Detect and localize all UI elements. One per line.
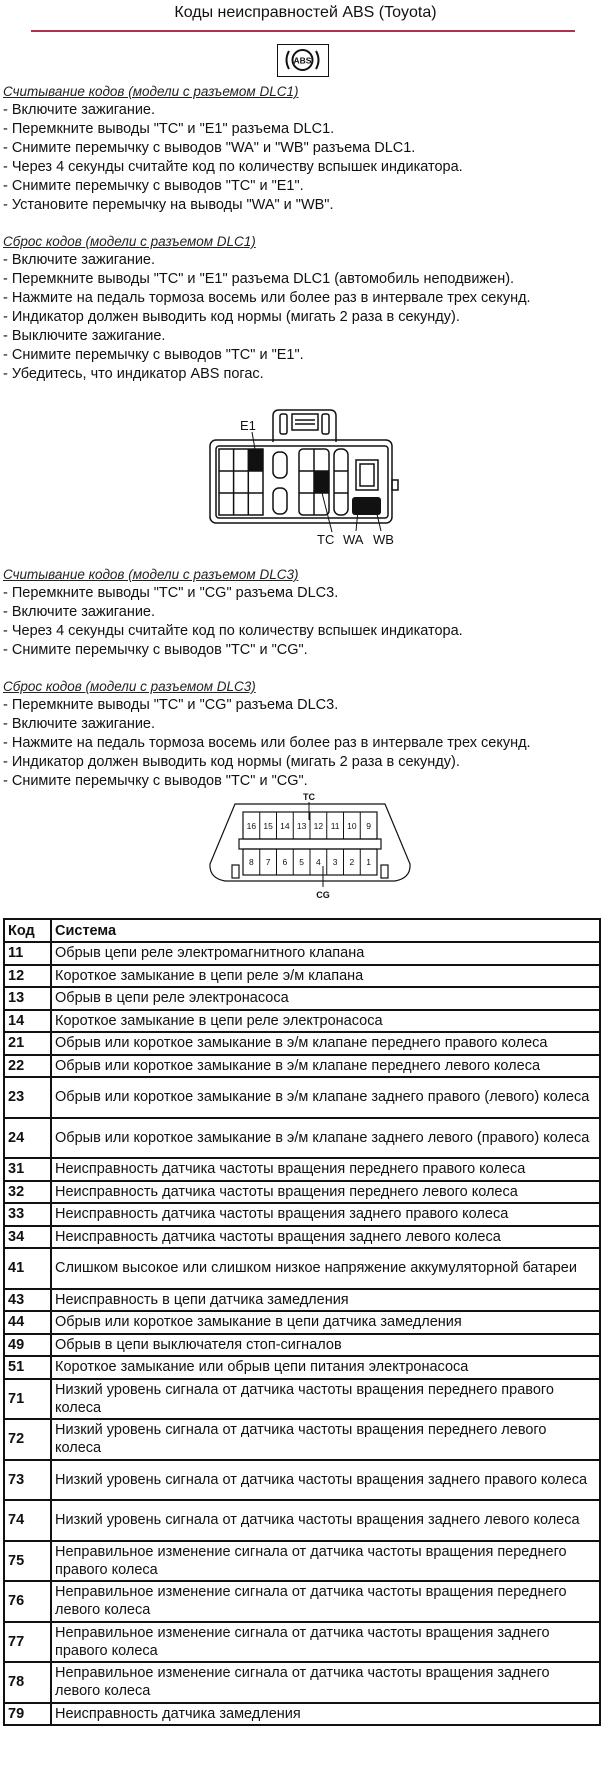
fault-description: Обрыв или короткое замыкание в э/м клапане заднего правого (левого) колеса (51, 1077, 600, 1118)
instruction-line: - Перемкните выводы "TC" и "E1" разъема DLC1 (автомобиль неподвижен). (3, 271, 515, 287)
fault-code: 33 (4, 1203, 51, 1226)
instruction-line: - Через 4 секунды считайте код по количеству вспышек индикатора. (3, 159, 463, 175)
fault-description: Неправильное изменение сигнала от датчика частоты вращения заднего правого колеса (51, 1622, 600, 1663)
fault-code: 77 (4, 1622, 51, 1663)
fault-description: Короткое замыкание в цепи реле электронасоса (51, 1010, 600, 1033)
instruction-line: - Снимите перемычку с выводов "TC" и "E1". (3, 347, 304, 363)
instruction-line: - Снимите перемычку с выводов "TC" и "E1". (3, 178, 304, 194)
pin-number: 1 (366, 857, 371, 867)
instruction-line: - Перемкните выводы "TC" и "CG" разъема DLC3. (3, 697, 339, 713)
fault-description: Обрыв в цепи реле электронасоса (51, 987, 600, 1010)
table-row (4, 965, 600, 988)
fault-description: Неисправность датчика замедления (51, 1703, 600, 1726)
fault-code: 31 (4, 1158, 51, 1181)
fault-description: Неправильное изменение сигнала от датчика частоты вращения переднего правого колеса (51, 1541, 600, 1582)
fault-description: Обрыв в цепи выключателя стоп-сигналов (51, 1334, 600, 1357)
fault-code: 24 (4, 1118, 51, 1159)
fault-code: 23 (4, 1077, 51, 1118)
instruction-line: - Убедитесь, что индикатор ABS погас. (3, 366, 264, 382)
fault-description: Неправильное изменение сигнала от датчика частоты вращения переднего левого колеса (51, 1581, 600, 1622)
column-header-system: Система (51, 919, 600, 942)
fault-description: Неисправность в цепи датчика замедления (51, 1289, 600, 1312)
pin-number: 9 (366, 821, 371, 831)
fault-code: 44 (4, 1311, 51, 1334)
section-heading: Считывание кодов (модели с разъемом DLC3) (3, 567, 299, 582)
label-wa: WA (343, 532, 364, 545)
fault-code: 12 (4, 965, 51, 988)
fault-code: 73 (4, 1460, 51, 1501)
table-row (4, 1032, 600, 1055)
section-heading: Сброс кодов (модели с разъемом DLC3) (3, 679, 256, 694)
dlc1-connector-diagram (200, 400, 420, 545)
fault-code: 13 (4, 987, 51, 1010)
table-row (4, 1460, 600, 1501)
section-reset-dlc1 (3, 232, 531, 384)
page-title: Коды неисправностей ABS (Toyota) (174, 4, 437, 21)
fault-description: Обрыв цепи реле электромагнитного клапана (51, 942, 600, 965)
fault-code: 14 (4, 1010, 51, 1033)
table-row (4, 1055, 600, 1078)
fault-code: 72 (4, 1419, 51, 1460)
table-row (4, 942, 600, 965)
pin-number: 16 (246, 821, 257, 831)
label-e1: E1 (240, 418, 256, 433)
table-row (4, 1118, 600, 1159)
pin-number: 14 (280, 821, 290, 831)
label-tc: TC (303, 792, 315, 802)
instruction-line: - Нажмите на педаль тормоза восемь или более раз в интервале трех секунд. (3, 735, 531, 751)
pin-number: 2 (349, 857, 355, 867)
fault-description: Слишком высокое или слишком низкое напряжение аккумуляторной батареи (51, 1248, 600, 1289)
table-row (4, 1203, 600, 1226)
abs-warning-icon (277, 44, 329, 77)
table-row (4, 1289, 600, 1312)
table-row (4, 1181, 600, 1204)
fault-description: Низкий уровень сигнала от датчика частоты вращения переднего правого колеса (51, 1379, 600, 1420)
fault-description: Неисправность датчика частоты вращения заднего левого колеса (51, 1226, 600, 1249)
table-row (4, 1311, 600, 1334)
pin-number: 3 (332, 857, 338, 867)
instruction-line: - Индикатор должен выводить код нормы (мигать 2 раза в секунду). (3, 309, 460, 325)
title-divider (31, 30, 575, 32)
label-wb: WB (373, 532, 394, 545)
instruction-line: - Перемкните выводы "TC" и "CG" разъема DLC3. (3, 585, 339, 601)
fault-code: 74 (4, 1500, 51, 1541)
pin-number: 10 (347, 821, 357, 831)
label-cg: CG (316, 890, 330, 900)
section-read-dlc3 (3, 565, 463, 660)
table-row (4, 1334, 600, 1357)
fault-code: 49 (4, 1334, 51, 1357)
fault-description: Низкий уровень сигнала от датчика частоты вращения переднего левого колеса (51, 1419, 600, 1460)
table-row (4, 1703, 600, 1726)
fault-description: Обрыв или короткое замыкание в э/м клапане переднего правого колеса (51, 1032, 600, 1055)
fault-code: 76 (4, 1581, 51, 1622)
pin-number: 7 (265, 857, 271, 867)
table-row (4, 1356, 600, 1379)
fault-description: Обрыв или короткое замыкание в э/м клапане переднего левого колеса (51, 1055, 600, 1078)
pin-number: 13 (296, 821, 307, 831)
fault-code: 32 (4, 1181, 51, 1204)
column-header-code: Код (4, 919, 51, 942)
section-heading: Считывание кодов (модели с разъемом DLC1) (3, 84, 299, 99)
instruction-line: - Включите зажигание. (3, 252, 156, 268)
table-row (4, 1379, 600, 1420)
instruction-line: - Включите зажигание. (3, 102, 156, 118)
fault-code: 71 (4, 1379, 51, 1420)
table-row (4, 1541, 600, 1582)
fault-description: Короткое замыкание в цепи реле э/м клапана (51, 965, 600, 988)
instruction-line: - Включите зажигание. (3, 604, 156, 620)
instruction-line: - Через 4 секунды считайте код по количеству вспышек индикатора. (3, 623, 463, 639)
fault-description: Обрыв или короткое замыкание в цепи датчика замедления (51, 1311, 600, 1334)
table-row (4, 1077, 600, 1118)
table-row (4, 1500, 600, 1541)
pin-number: 6 (282, 857, 288, 867)
fault-description: Неисправность датчика частоты вращения переднего правого колеса (51, 1158, 600, 1181)
pin-number: 15 (263, 821, 273, 831)
pin-number: 5 (299, 857, 304, 867)
fault-code: 34 (4, 1226, 51, 1249)
fault-code: 79 (4, 1703, 51, 1726)
fault-description: Неправильное изменение сигнала от датчика частоты вращения заднего левого колеса (51, 1662, 600, 1703)
fault-code: 41 (4, 1248, 51, 1289)
table-row (4, 1226, 600, 1249)
table-row (4, 1622, 600, 1663)
abs-icon-label: ABS (293, 55, 312, 66)
pin-number: 11 (330, 821, 340, 831)
pin-number: 8 (249, 857, 254, 867)
fault-description: Обрыв или короткое замыкание в э/м клапане заднего левого (правого) колеса (51, 1118, 600, 1159)
fault-description: Неисправность датчика частоты вращения заднего правого колеса (51, 1203, 600, 1226)
instruction-line: - Перемкните выводы "TC" и "E1" разъема DLC1. (3, 121, 335, 137)
instruction-line: - Снимите перемычку с выводов "WA" и "WB" разъема DLC1. (3, 140, 416, 156)
fault-description: Короткое замыкание или обрыв цепи питания электронасоса (51, 1356, 600, 1379)
section-reset-dlc3 (3, 677, 531, 791)
table-row (4, 1419, 600, 1460)
instruction-line: - Установите перемычку на выводы "WA" и "WB". (3, 197, 334, 213)
fault-code: 75 (4, 1541, 51, 1582)
fault-code: 43 (4, 1289, 51, 1312)
fault-description: Низкий уровень сигнала от датчика частоты вращения заднего правого колеса (51, 1460, 600, 1501)
instruction-line: - Снимите перемычку с выводов "TC" и "CG". (3, 642, 308, 658)
table-row (4, 987, 600, 1010)
fault-description: Неисправность датчика частоты вращения переднего левого колеса (51, 1181, 600, 1204)
fault-code: 21 (4, 1032, 51, 1055)
fault-code: 11 (4, 942, 51, 965)
pin-number: 4 (316, 857, 321, 867)
instruction-line: - Индикатор должен выводить код нормы (мигать 2 раза в секунду). (3, 754, 460, 770)
table-row (4, 1248, 600, 1289)
section-heading: Сброс кодов (модели с разъемом DLC1) (3, 234, 256, 249)
fault-code: 78 (4, 1662, 51, 1703)
fault-code: 51 (4, 1356, 51, 1379)
instruction-line: - Нажмите на педаль тормоза восемь или более раз в интервале трех секунд. (3, 290, 531, 306)
table-row (4, 1662, 600, 1703)
fault-code: 22 (4, 1055, 51, 1078)
table-row (4, 1158, 600, 1181)
fault-description: Низкий уровень сигнала от датчика частоты вращения заднего левого колеса (51, 1500, 600, 1541)
dlc3-connector-diagram (205, 790, 415, 902)
section-read-dlc1 (3, 82, 463, 215)
label-tc: TC (317, 532, 335, 545)
instruction-line: - Снимите перемычку с выводов "TC" и "CG". (3, 773, 308, 789)
table-row (4, 1010, 600, 1033)
fault-codes-table (3, 918, 601, 1726)
pin-number: 12 (313, 821, 324, 831)
instruction-line: - Выключите зажигание. (3, 328, 166, 344)
table-row (4, 1581, 600, 1622)
instruction-line: - Включите зажигание. (3, 716, 156, 732)
